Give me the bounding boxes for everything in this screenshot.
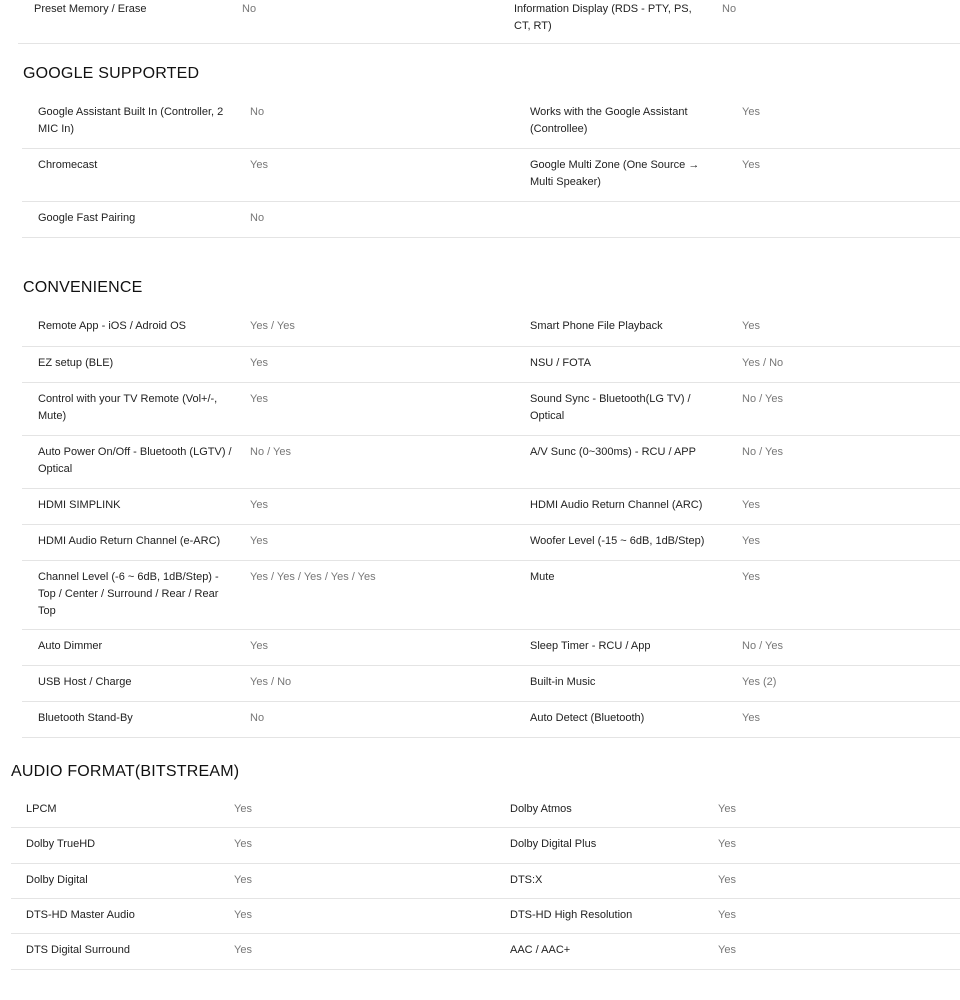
spec-row [22,347,960,383]
spec-label: Bluetooth Stand-By [38,712,133,724]
spec-label: Google Fast Pairing [38,212,136,224]
spec-value: Yes [742,320,760,332]
spec-value: Yes / No [742,357,784,369]
spec-value: Yes / Yes [250,320,295,332]
spec-value: Yes [234,874,252,886]
section-title: GOOGLE SUPPORTED [23,65,200,82]
spec-label: Mute [530,571,555,583]
spec-label: Works with the Google Assistant (Controllee) [530,106,688,135]
spec-label: USB Host / Charge [38,676,132,688]
spec-value: Yes [250,393,268,405]
spec-row [22,96,960,149]
spec-value: Yes (2) [742,676,777,688]
spec-value: Yes [718,803,736,815]
spec-row [11,828,960,864]
spec-row [22,630,960,666]
spec-value: No [250,212,265,224]
spec-label: Sleep Timer - RCU / App [530,640,651,652]
spec-label: Preset Memory / Erase [34,3,147,15]
spec-row [11,899,960,934]
spec-value: No / Yes [742,640,783,652]
spec-value: Yes [250,159,268,171]
spec-row [22,666,960,702]
spec-row [22,202,960,238]
spec-label: Auto Dimmer [38,640,103,652]
spec-value: Yes [234,909,252,921]
spec-value: No / Yes [250,446,291,458]
spec-label: Smart Phone File Playback [530,320,663,332]
spec-label: HDMI Audio Return Channel (ARC) [530,499,703,511]
spec-label: DTS-HD High Resolution [510,909,633,921]
spec-value: No [250,712,265,724]
section-title: CONVENIENCE [23,279,143,296]
spec-row [11,793,960,828]
spec-row [11,934,960,970]
spec-value: Yes [250,535,268,547]
spec-label: Built-in Music [530,676,596,688]
spec-row [22,702,960,738]
spec-value: Yes [742,106,760,118]
spec-label: Auto Detect (Bluetooth) [530,712,645,724]
spec-label: Dolby Atmos [510,803,572,815]
spec-value: No [722,3,737,15]
spec-label: Remote App - iOS / Adroid OS [38,320,186,332]
spec-value: No / Yes [742,446,783,458]
spec-value: Yes [250,640,268,652]
spec-value: Yes [718,909,736,921]
spec-label: Woofer Level (-15 ~ 6dB, 1dB/Step) [530,535,705,547]
spec-label: NSU / FOTA [530,357,591,369]
spec-row [22,310,960,347]
spec-label: Google Multi Zone (One Source → Multi Speaker) [530,159,700,188]
spec-row [22,383,960,436]
spec-value: Yes [718,944,736,956]
spec-label: DTS Digital Surround [26,944,130,956]
spec-value: Yes / No [250,676,292,688]
spec-label: HDMI SIMPLINK [38,499,121,511]
spec-label: Dolby Digital [26,874,88,886]
section-title: AUDIO FORMAT(BITSTREAM) [11,763,240,780]
spec-row [22,149,960,202]
spec-row [11,864,960,899]
spec-value: Yes [250,499,268,511]
spec-value: Yes [742,159,760,171]
spec-label: Control with your TV Remote (Vol+/-, Mute) [38,393,218,422]
spec-value: Yes / Yes / Yes / Yes / Yes [250,571,376,583]
spec-value: No [242,3,257,15]
spec-value: Yes [718,874,736,886]
spec-label: EZ setup (BLE) [38,357,114,369]
spec-label: Information Display (RDS - PTY, PS, CT, RT) [514,3,692,32]
spec-label: Auto Power On/Off - Bluetooth (LGTV) / Optical [38,446,232,475]
spec-label: A/V Sunc (0~300ms) - RCU / APP [530,446,696,458]
spec-label: Google Assistant Built In (Controller, 2 MIC In) [38,106,224,135]
spec-value: Yes [742,571,760,583]
spec-value: No / Yes [742,393,783,405]
spec-value: Yes [234,803,252,815]
spec-label: DTS:X [510,874,543,886]
spec-label: Dolby TrueHD [26,838,96,850]
spec-row [22,525,960,561]
spec-row-preset-memory [18,0,960,44]
spec-value: Yes [234,838,252,850]
spec-label: Channel Level (-6 ~ 6dB, 1dB/Step) - Top / Center / Surround / Rear / Rear Top [38,571,219,617]
spec-label: Dolby Digital Plus [510,838,597,850]
spec-value: Yes [742,535,760,547]
spec-value: Yes [742,712,760,724]
spec-row [22,489,960,525]
spec-label: LPCM [26,803,57,815]
spec-value: Yes [718,838,736,850]
spec-row [22,561,960,630]
spec-value: Yes [742,499,760,511]
spec-label: Chromecast [38,159,98,171]
spec-label: Sound Sync - Bluetooth(LG TV) / Optical [530,393,691,422]
spec-label: DTS-HD Master Audio [26,909,135,921]
spec-label: HDMI Audio Return Channel (e-ARC) [38,535,221,547]
spec-row [22,436,960,489]
spec-value: Yes [250,357,268,369]
spec-label: AAC / AAC+ [510,944,571,956]
spec-value: Yes [234,944,252,956]
spec-value: No [250,106,265,118]
